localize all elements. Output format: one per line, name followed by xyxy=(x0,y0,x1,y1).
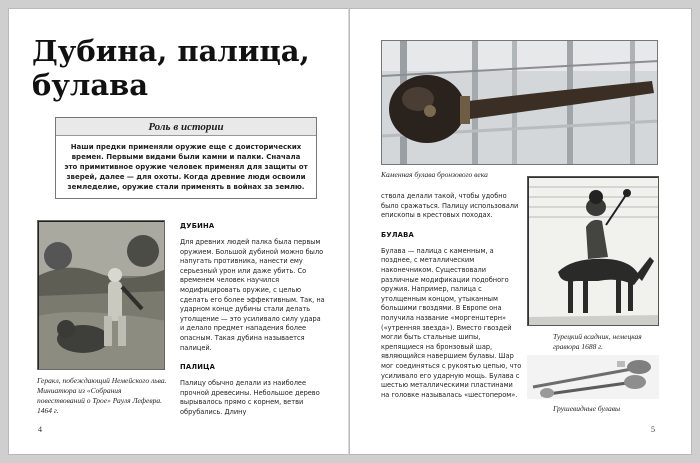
hercules-miniature-image xyxy=(37,220,165,370)
role-in-history-box xyxy=(55,117,317,199)
right-text-column xyxy=(381,192,523,400)
role-box-header: Роль в истории xyxy=(56,118,316,136)
hercules-lion-illustration xyxy=(38,221,165,370)
turkish-rider-caption: Турецкий всадник, немецкая гравюра 1688 г. xyxy=(553,332,642,351)
role-box-body: Наши предки применяли оружие еще с доисторических времен. Первыми видами были камни и палки. Сначала это примитивное оружие человек применял для защиты от зверей, далее — для охоты. Когда древние люди освоили земледелие, оружие стали применять в войнах за землю. xyxy=(64,143,308,191)
turkish-rider-engraving xyxy=(527,176,659,326)
pear-shaped-maces-photo xyxy=(527,355,659,399)
pear-maces-illustration xyxy=(527,355,659,399)
section-heading-bulava: БУЛАВА xyxy=(381,230,414,239)
continued-text: ствола делали такой, чтобы удобно было сражаться. Палицу использовали епископы в крестовых походах. xyxy=(381,192,519,220)
section-text-palitsa: Палицу обычно делали из наиболее прочной древесины. Небольшое дерево вырывалось прямо с корнем, ветви обрубались. Длину xyxy=(180,379,320,416)
page-title: Дубина, палица, булава xyxy=(32,34,310,102)
stone-mace-photo xyxy=(381,40,658,165)
pear-maces-caption: Грушевидные булавы xyxy=(553,404,621,413)
page-number-left: 4 xyxy=(38,425,42,434)
stone-mace-caption: Каменная булава бронзового века xyxy=(381,170,488,179)
section-text-bulava: Булава — палица с каменным, а позднее, с металлическим наконечником. Существовали различные модификации подобного оружия. Например, палица с утолщенным концом, утыканным большими гвоздями. В Европе она получила название «моргенштерн» («утренняя звезда»). Вместо гвоздей могли быть стальные шипы, крепящиеся на бронзовый шар, являющийся навершием булавы. Шар мог соединяться с рукоятью цепью, что усиливало его ударную мощь. Булава с шестью металлическими пластинами на головке называлась «шестопером». xyxy=(381,246,522,399)
hercules-caption: Геракл, побеждающий Немейского льва. Миниатюра из «Собрания повествований о Трое» Рауля Лефевра. 1464 г. xyxy=(37,376,167,415)
section-text-dubina: Для древних людей палка была первым оружием. Большой дубиной можно было напугать противника, нанести ему серьезный урон или даже убить. Со временем человек научился модифицировать оружие, с целью сделать его более эффективным. Так, на ударном конце дубины стали делать утолщение — это усиливало силу удара и делало предмет нападения более опасным. Такая дубина называется палицей. xyxy=(180,238,325,352)
page-number-right: 5 xyxy=(651,425,655,434)
stone-mace-illustration xyxy=(382,41,658,165)
section-heading-palitsa: ПАЛИЦА xyxy=(180,363,216,372)
turkish-rider-illustration xyxy=(528,177,659,326)
left-text-column xyxy=(180,222,326,418)
section-heading-dubina: ДУБИНА xyxy=(180,222,215,230)
